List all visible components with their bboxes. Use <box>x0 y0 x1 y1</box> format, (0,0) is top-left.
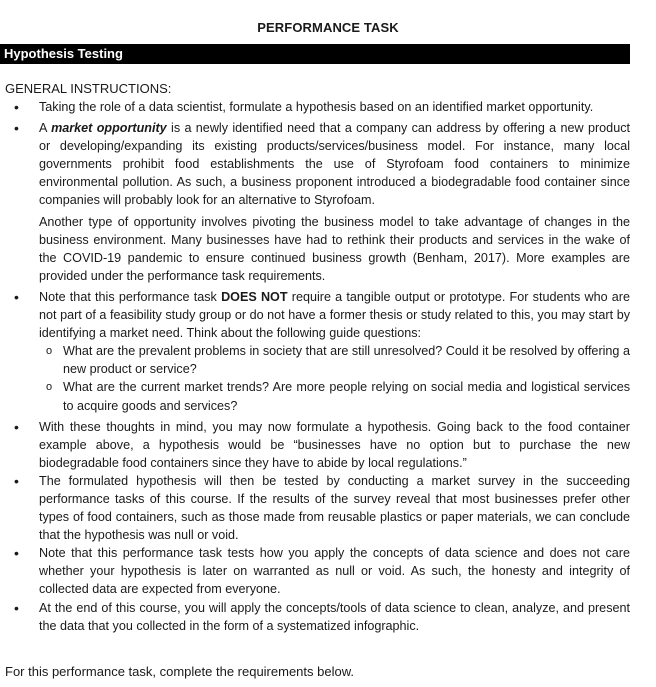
list-item-text: The formulated hypothesis will then be tested by conducting a market survey in the succeeding performance tasks of this course. If the results of the survey reveal that most businesses prefer other types of food containers, such as those made from reusable plastics or paper materials, we can conclude that the hypothesis was null or void. <box>39 473 630 543</box>
bullet-icon: • <box>14 599 19 616</box>
list-item <box>0 119 630 285</box>
bullet-icon: • <box>14 545 19 562</box>
list-item-text: Taking the role of a data scientist, formulate a hypothesis based on an identified market opportunity. <box>39 100 594 114</box>
bullet-icon: • <box>14 288 19 305</box>
list-item-paragraph: Another type of opportunity involves pivoting the business model to take advantage of changes in the business environment. Many businesses have had to rethink their products and services in the wake of the COVID-19 pandemic to ensure continued business growth (Benham, 2017). More examples are provided under the performance task requirements. <box>39 214 630 283</box>
bullet-icon: • <box>14 472 19 489</box>
list-item <box>0 418 630 472</box>
guide-questions-list <box>39 342 630 414</box>
bullet-icon: • <box>14 418 19 435</box>
bullet-icon: • <box>14 120 19 137</box>
market-opportunity-term: market opportunity <box>51 121 167 136</box>
does-not-emphasis: DOES NOT <box>221 289 288 304</box>
list-item <box>0 98 630 116</box>
circle-bullet-icon: o <box>46 345 53 358</box>
list-item-text: At the end of this course, you will apply the concepts/tools of data science to clean, analyze, and present the data that you collected in the form of a systematized infographic. <box>39 600 630 633</box>
list-item <box>0 288 630 415</box>
page-title: PERFORMANCE TASK <box>257 20 399 35</box>
list-item-text: With these thoughts in mind, you may now formulate a hypothesis. Going back to the food container example above, a hypothesis would be “businesses have no option but to purchase the new biodegradable food containers since they have to abide by local regulations.” <box>39 419 630 470</box>
list-item <box>0 599 630 635</box>
circle-bullet-icon: o <box>46 381 53 394</box>
list-item-text: Note that this performance task tests how you apply the concepts of data science and does not care whether your hypothesis is later on warranted as null or void. As such, the honesty and integrity of collected data are expected from everyone. <box>39 546 630 597</box>
sub-list-item: o What are the current market trends? Are more people relying on social media and logistical services to acquire goods and services? <box>46 380 630 413</box>
footer-text: For this performance task, complete the requirements below. <box>5 664 354 679</box>
list-item <box>0 472 630 544</box>
general-instructions-label: GENERAL INSTRUCTIONS: <box>5 81 172 96</box>
instructions-list <box>0 98 630 635</box>
list-item-text: A market opportunity is a newly identified need that a company can address by offering a new product or developing/expanding its existing products/services/business model. For instance, many local governments prohibit food establishments the use of Styrofoam food containers to minimize environmental pollution. As such, a business proponent introduced a biodegradable food container since companies will probably look for an alternative to Styrofoam. <box>39 121 630 208</box>
section-header: Hypothesis Testing <box>0 44 630 64</box>
bullet-icon: • <box>14 99 19 115</box>
list-item-text: Note that this performance task DOES NOT require a tangible output or prototype. For students who are not part of a feasibility study group or do not have a former thesis or study related to this, you may start by identifying a market need. Think about the following guide questions: <box>39 289 630 341</box>
list-item <box>0 544 630 598</box>
sub-list-item: o What are the prevalent problems in society that are still unresolved? Could it be resolved by offering a new product or service? <box>46 344 630 377</box>
